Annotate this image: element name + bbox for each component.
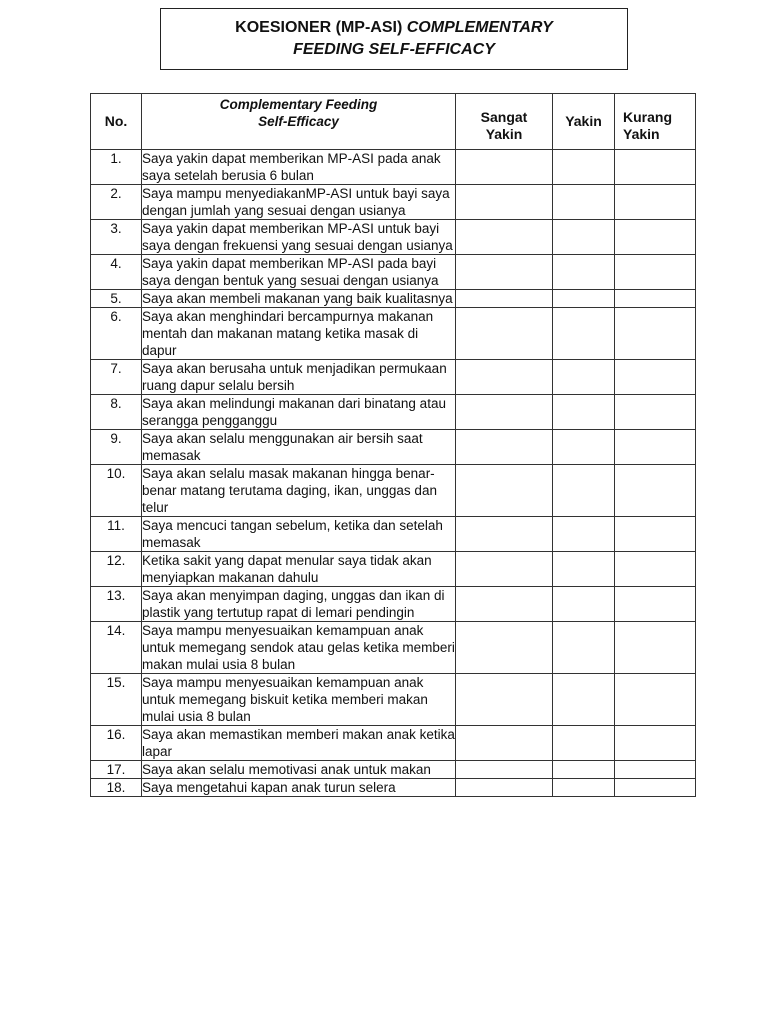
answer-sangat-yakin[interactable] — [456, 674, 553, 726]
row-statement: Saya akan selalu menggunakan air bersih saat memasak — [142, 430, 456, 465]
row-statement: Saya mencuci tangan sebelum, ketika dan setelah memasak — [142, 517, 456, 552]
answer-kurang-yakin[interactable] — [615, 360, 696, 395]
answer-yakin[interactable] — [553, 395, 615, 430]
questionnaire-title — [160, 8, 628, 70]
answer-kurang-yakin[interactable] — [615, 255, 696, 290]
header-yakin: Yakin — [553, 94, 615, 150]
answer-kurang-yakin[interactable] — [615, 761, 696, 779]
header-kurang-yakin-line2: Yakin — [623, 125, 660, 142]
answer-yakin[interactable] — [553, 220, 615, 255]
row-statement: Saya yakin dapat memberikan MP-ASI pada anak saya setelah berusia 6 bulan — [142, 150, 456, 185]
answer-yakin[interactable] — [553, 308, 615, 360]
header-statement-line2: Self-Efficacy — [258, 114, 339, 129]
answer-kurang-yakin[interactable] — [615, 395, 696, 430]
title-line-1 — [235, 17, 553, 39]
answer-sangat-yakin[interactable] — [456, 255, 553, 290]
row-statement: Saya yakin dapat memberikan MP-ASI untuk bayi saya dengan frekuensi yang sesuai dengan usianya — [142, 220, 456, 255]
answer-yakin[interactable] — [553, 587, 615, 622]
answer-sangat-yakin[interactable] — [456, 220, 553, 255]
row-statement: Saya akan selalu memotivasi anak untuk makan — [142, 761, 456, 779]
answer-yakin[interactable] — [553, 779, 615, 797]
row-statement: Saya mampu menyediakanMP-ASI untuk bayi saya dengan jumlah yang sesuai dengan usianya — [142, 185, 456, 220]
answer-sangat-yakin[interactable] — [456, 779, 553, 797]
table-row — [91, 726, 696, 761]
table-row — [91, 255, 696, 290]
table-row — [91, 761, 696, 779]
answer-kurang-yakin[interactable] — [615, 185, 696, 220]
answer-sangat-yakin[interactable] — [456, 517, 553, 552]
row-number: 9. — [91, 430, 142, 465]
answer-yakin[interactable] — [553, 430, 615, 465]
header-kurang-yakin-line1: Kurang — [623, 108, 672, 125]
answer-yakin[interactable] — [553, 517, 615, 552]
row-number: 8. — [91, 395, 142, 430]
answer-sangat-yakin[interactable] — [456, 622, 553, 674]
row-number: 4. — [91, 255, 142, 290]
row-statement: Saya akan berusaha untuk menjadikan permukaan ruang dapur selalu bersih — [142, 360, 456, 395]
row-number: 7. — [91, 360, 142, 395]
answer-kurang-yakin[interactable] — [615, 622, 696, 674]
table-row — [91, 185, 696, 220]
questionnaire-table — [90, 93, 696, 797]
table-row — [91, 465, 696, 517]
table-row — [91, 517, 696, 552]
row-number: 12. — [91, 552, 142, 587]
answer-sangat-yakin[interactable] — [456, 465, 553, 517]
answer-kurang-yakin[interactable] — [615, 779, 696, 797]
row-number: 13. — [91, 587, 142, 622]
header-no: No. — [91, 94, 142, 150]
row-number: 17. — [91, 761, 142, 779]
table-row — [91, 395, 696, 430]
answer-yakin[interactable] — [553, 255, 615, 290]
answer-kurang-yakin[interactable] — [615, 290, 696, 308]
header-sangat-yakin-line1: Sangat — [480, 108, 528, 125]
answer-yakin[interactable] — [553, 360, 615, 395]
row-number: 2. — [91, 185, 142, 220]
row-statement: Saya mampu menyesuaikan kemampuan anak untuk memegang biskuit ketika memberi makan mulai usia 8 bulan — [142, 674, 456, 726]
answer-sangat-yakin[interactable] — [456, 360, 553, 395]
answer-kurang-yakin[interactable] — [615, 552, 696, 587]
row-statement: Ketika sakit yang dapat menular saya tidak akan menyiapkan makanan dahulu — [142, 552, 456, 587]
answer-kurang-yakin[interactable] — [615, 587, 696, 622]
answer-kurang-yakin[interactable] — [615, 726, 696, 761]
table-row — [91, 552, 696, 587]
row-number: 6. — [91, 308, 142, 360]
table-row — [91, 308, 696, 360]
row-statement: Saya mengetahui kapan anak turun selera — [142, 779, 456, 797]
answer-sangat-yakin[interactable] — [456, 308, 553, 360]
answer-yakin[interactable] — [553, 185, 615, 220]
answer-yakin[interactable] — [553, 726, 615, 761]
answer-yakin[interactable] — [553, 150, 615, 185]
row-number: 1. — [91, 150, 142, 185]
answer-kurang-yakin[interactable] — [615, 674, 696, 726]
answer-sangat-yakin[interactable] — [456, 726, 553, 761]
table-row — [91, 622, 696, 674]
answer-kurang-yakin[interactable] — [615, 430, 696, 465]
table-row — [91, 779, 696, 797]
row-statement: Saya akan membeli makanan yang baik kualitasnya — [142, 290, 456, 308]
table-row — [91, 150, 696, 185]
header-sangat-yakin — [456, 94, 553, 150]
answer-yakin[interactable] — [553, 674, 615, 726]
row-statement: Saya akan melindungi makanan dari binatang atau serangga pengganggu — [142, 395, 456, 430]
row-statement: Saya akan selalu masak makanan hingga benar-benar matang terutama daging, ikan, unggas dan telur — [142, 465, 456, 517]
answer-sangat-yakin[interactable] — [456, 185, 553, 220]
header-statement — [142, 94, 456, 150]
row-number: 16. — [91, 726, 142, 761]
header-row — [91, 94, 696, 150]
row-statement: Saya mampu menyesuaikan kemampuan anak untuk memegang sendok atau gelas ketika memberi makan mulai usia 8 bulan — [142, 623, 455, 672]
row-number: 5. — [91, 290, 142, 308]
answer-kurang-yakin[interactable] — [615, 465, 696, 517]
answer-sangat-yakin[interactable] — [456, 395, 553, 430]
header-kurang-yakin — [615, 94, 696, 150]
table-row — [91, 290, 696, 308]
row-number: 10. — [91, 465, 142, 517]
row-number: 15. — [91, 674, 142, 726]
row-number: 3. — [91, 220, 142, 255]
answer-sangat-yakin[interactable] — [456, 150, 553, 185]
table-row — [91, 430, 696, 465]
row-statement: Saya akan menyimpan daging, unggas dan ikan di plastik yang tertutup rapat di lemari pendingin — [142, 587, 456, 622]
table-row — [91, 220, 696, 255]
row-number: 14. — [91, 622, 142, 674]
answer-kurang-yakin[interactable] — [615, 220, 696, 255]
answer-yakin[interactable] — [553, 552, 615, 587]
answer-kurang-yakin[interactable] — [615, 517, 696, 552]
row-statement: Saya akan menghindari bercampurnya makanan mentah dan makanan matang ketika masak di dapur — [142, 308, 456, 360]
title-plain: KOESIONER (MP-ASI) — [235, 19, 407, 36]
row-number: 18. — [91, 779, 142, 797]
answer-sangat-yakin[interactable] — [456, 761, 553, 779]
answer-kurang-yakin[interactable] — [615, 308, 696, 360]
answer-yakin[interactable] — [553, 622, 615, 674]
answer-yakin[interactable] — [553, 761, 615, 779]
answer-kurang-yakin[interactable] — [615, 150, 696, 185]
table-row — [91, 674, 696, 726]
row-statement: Saya akan memastikan memberi makan anak ketika lapar — [142, 727, 455, 759]
answer-yakin[interactable] — [553, 290, 615, 308]
row-number: 11. — [91, 517, 142, 552]
title-line-2: FEEDING SELF-EFFICACY — [293, 41, 495, 58]
answer-sangat-yakin[interactable] — [456, 552, 553, 587]
header-statement-line1: Complementary Feeding — [219, 97, 378, 112]
table-row — [91, 587, 696, 622]
answer-yakin[interactable] — [553, 465, 615, 517]
title-italic-1: COMPLEMENTARY — [406, 19, 553, 36]
header-sangat-yakin-line2: Yakin — [485, 125, 523, 142]
answer-sangat-yakin[interactable] — [456, 290, 553, 308]
answer-sangat-yakin[interactable] — [456, 587, 553, 622]
row-statement: Saya yakin dapat memberikan MP-ASI pada bayi saya dengan bentuk yang sesuai dengan usianya — [142, 255, 456, 290]
answer-sangat-yakin[interactable] — [456, 430, 553, 465]
table-row — [91, 360, 696, 395]
